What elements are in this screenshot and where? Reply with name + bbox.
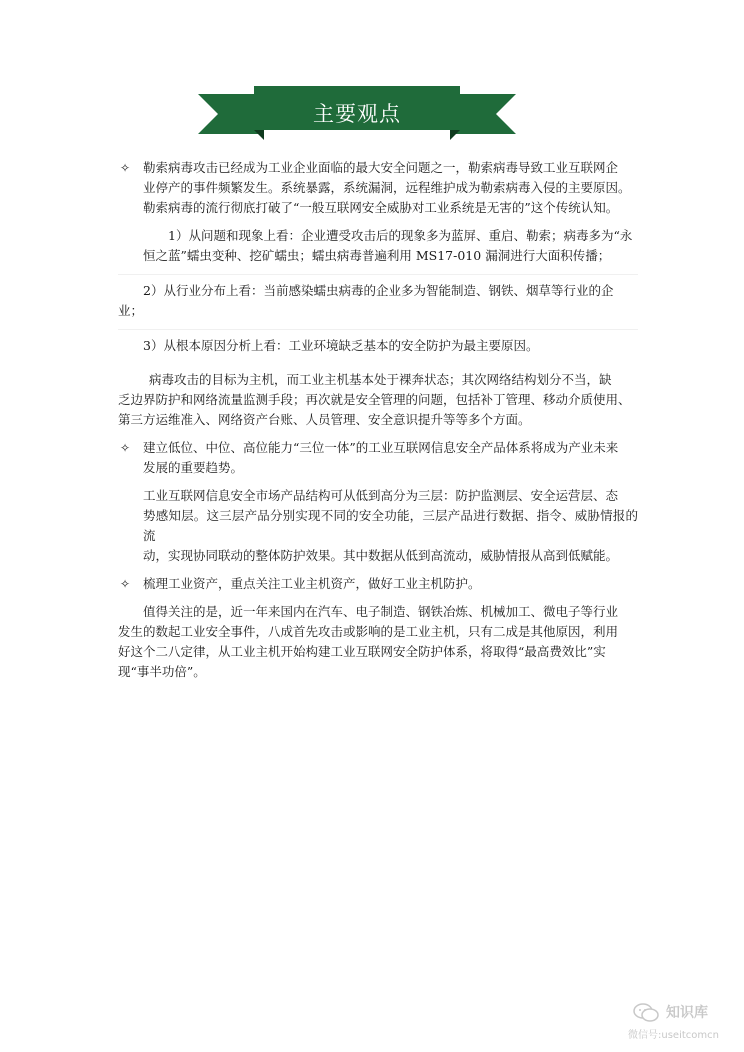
paragraph-line: 动，实现协同联动的整体防护效果。其中数据从低到高流动，威胁情报从高到低赋能。 [143,548,619,563]
paragraph-line: 第三方运维准入、网络资产台账、人员管理、安全意识提升等等多个方面。 [118,412,531,427]
paragraph-line: 恒之蓝”蠕虫变种、挖矿蠕虫；蠕虫病毒普遍利用 MS17-010 漏洞进行大面积传播； [143,248,611,263]
paragraph-line: 勒索病毒的流行彻底打破了“一般互联网安全威胁对工业系统是无害的”这个传统认知。 [143,200,619,215]
paragraph-line: 工业互联网信息安全市场产品结构可从低到高分为三层：防护监测层、安全运营层、态 [143,488,619,503]
diamond-bullet-icon: ✧ [119,441,131,455]
paragraph-line: 建立低位、中位、高位能力“三位一体”的工业互联网信息安全产品体系将成为产业未来 [143,440,619,455]
paragraph-line: 发生的数起工业安全事件，八成首先攻击或影响的是工业主机，只有二成是其他原因，利用 [118,624,619,639]
paragraph-line: 病毒攻击的目标为主机，而工业主机基本处于裸奔状态；其次网络结构划分不当，缺 [149,372,612,387]
paragraph-line: 现“事半功倍”。 [118,664,206,679]
paragraph-line: 值得关注的是，近一年来国内在汽车、电子制造、钢铁冶炼、机械加工、微电子等行业 [143,604,619,619]
market-structure-paragraph [118,486,638,566]
title-banner [198,86,516,142]
watermark [618,1000,738,1044]
bullet-item-ransomware [118,158,638,218]
paragraph-line: 势感知层。这三层产品分别实现不同的安全功能，三层产品进行数据、指令、威胁情报的流 [143,508,638,543]
bullet-item-host-protection [118,574,638,594]
paragraph-line: 梳理工业资产，重点关注工业主机资产，做好工业主机防护。 [143,576,481,591]
point-phenomenon [118,226,638,266]
diamond-bullet-icon: ✧ [119,161,131,175]
diamond-bullet-icon: ✧ [119,577,131,591]
page-title: 主要观点 [313,102,401,126]
paragraph-line: 1）从问题和现象上看：企业遭受攻击后的现象多为蓝屏、重启、勒索；病毒多为“永 [168,228,633,243]
paragraph-line: 好这个二八定律，从工业主机开始构建工业互联网安全防护体系，将取得“最高费效比”实 [118,644,606,659]
paragraph-line: 3）从根本原因分析上看：工业环境缺乏基本的安全防护为最主要原因。 [143,338,539,353]
analysis-paragraph [118,370,638,430]
paragraph-line: 业； [118,303,144,318]
main-content [118,158,638,690]
point-industry [118,281,638,321]
wechat-icon [632,1002,660,1024]
paragraph-line: 2）从行业分布上看：当前感染蠕虫病毒的企业多为智能制造、钢铁、烟草等行业的企 [143,283,614,298]
divider [118,329,638,330]
bullet-item-trinity [118,438,638,478]
conclusion-paragraph [118,602,638,682]
paragraph-line: 勒索病毒攻击已经成为工业企业面临的最大安全问题之一，勒索病毒导致工业互联网企 [143,160,619,175]
watermark-title: 知识库 [666,1005,708,1021]
divider [118,274,638,275]
watermark-subtitle: 微信号:useitcomcn [628,1030,719,1041]
paragraph-line: 发展的重要趋势。 [143,460,244,475]
point-root-cause [118,336,638,356]
paragraph-line: 乏边界防护和网络流量监测手段；再次就是安全管理的问题，包括补丁管理、移动介质使用、 [118,392,631,407]
paragraph-line: 业停产的事件频繁发生。系统暴露，系统漏洞，远程维护成为勒索病毒入侵的主要原因。 [143,180,631,195]
